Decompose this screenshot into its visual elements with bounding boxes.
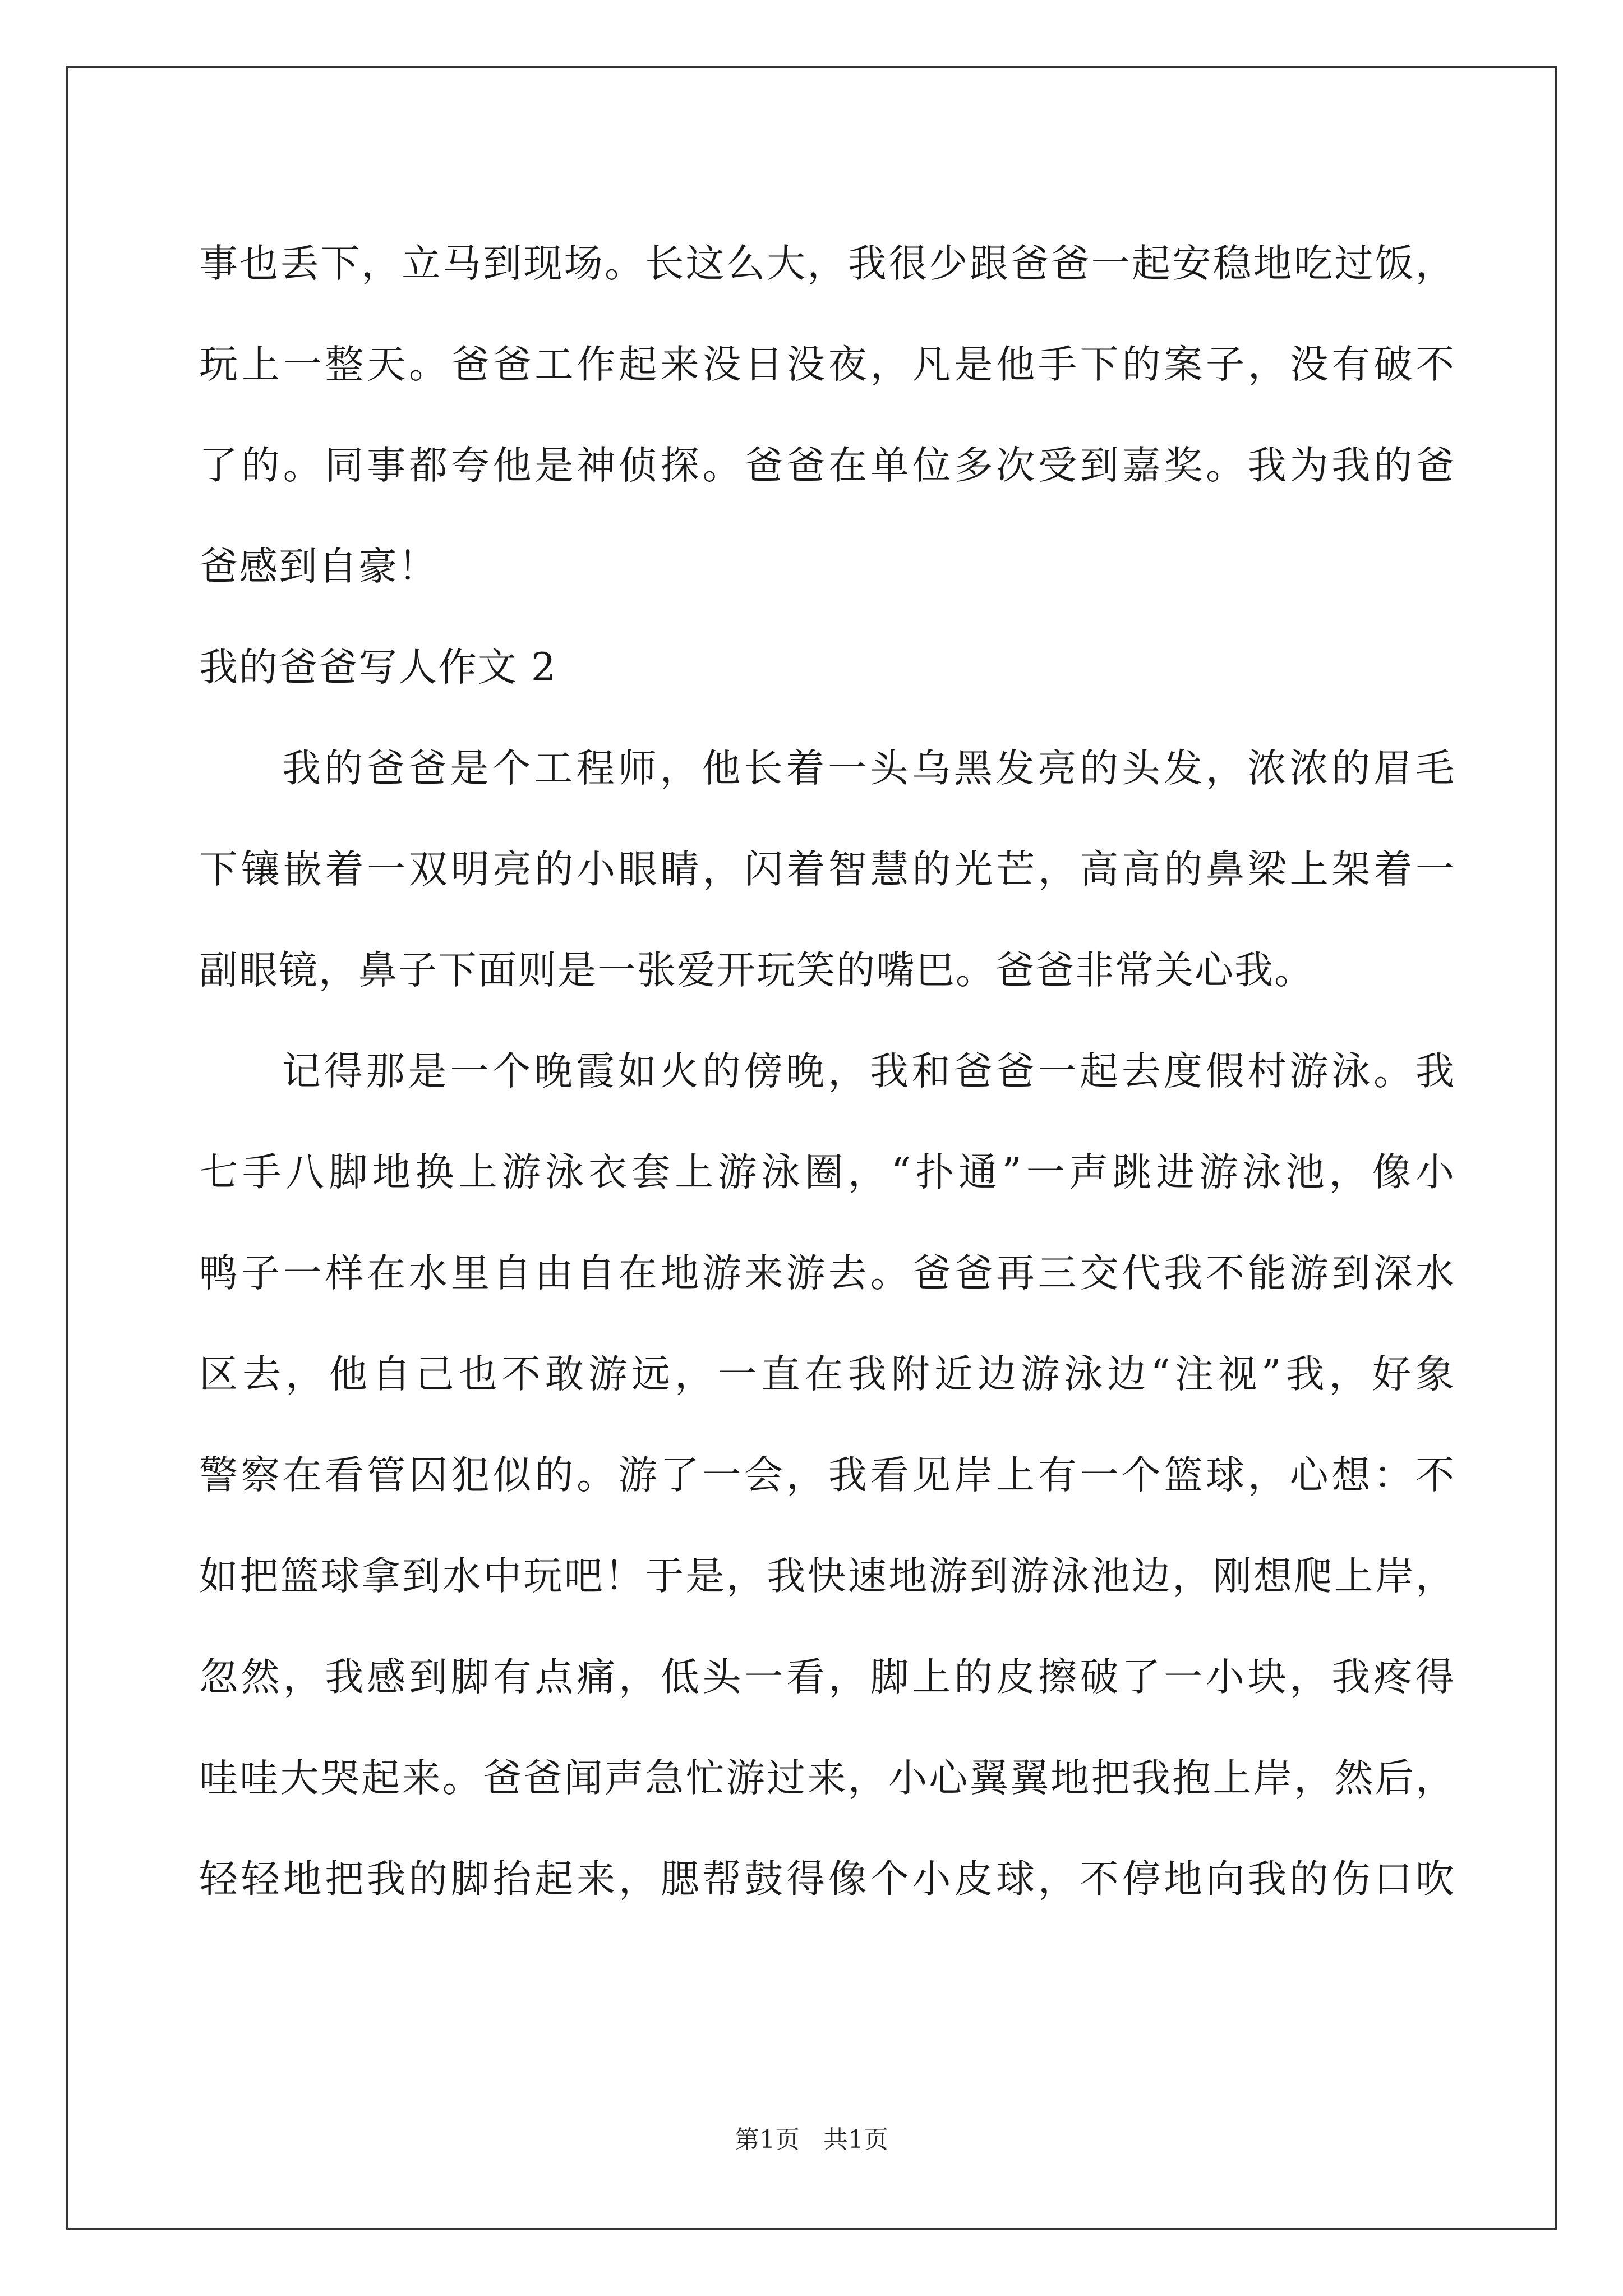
text-line: 警察在看管囚犯似的。游了一会，我看见岸上有一个篮球，心想：不 xyxy=(199,1453,1455,1498)
page-footer: 第1页 共1页 xyxy=(735,2125,888,2154)
text-line: 如把篮球拿到水中玩吧！于是，我快速地游到游泳池边，刚想爬上岸， xyxy=(199,1554,1455,1599)
text-line: 轻轻地把我的脚抬起来，腮帮鼓得像个小皮球，不停地向我的伤口吹 xyxy=(199,1857,1455,1902)
document-body xyxy=(199,213,1455,1930)
text-line: 了的。同事都夸他是神侦探。爸爸在单位多次受到嘉奖。我为我的爸 xyxy=(199,443,1455,488)
text-line: 忽然，我感到脚有点痛，低头一看，脚上的皮擦破了一小块，我疼得 xyxy=(199,1655,1455,1700)
text-line: 哇哇大哭起来。爸爸闻声急忙游过来，小心翼翼地把我抱上岸，然后， xyxy=(199,1756,1455,1801)
text-line: 我的爸爸是个工程师，他长着一头乌黑发亮的头发，浓浓的眉毛 xyxy=(282,746,1455,791)
section-heading: 我的爸爸写人作文 2 xyxy=(199,645,557,690)
text-line: 记得那是一个晚霞如火的傍晚，我和爸爸一起去度假村游泳。我 xyxy=(282,1049,1455,1094)
text-line: 玩上一整天。爸爸工作起来没日没夜，凡是他手下的案子，没有破不 xyxy=(199,342,1455,387)
text-line: 事也丢下，立马到现场。长这么大，我很少跟爸爸一起安稳地吃过饭， xyxy=(199,241,1455,286)
text-line: 副眼镜，鼻子下面则是一张爱开玩笑的嘴巴。爸爸非常关心我。 xyxy=(199,948,1314,993)
text-line: 下镶嵌着一双明亮的小眼睛，闪着智慧的光芒，高高的鼻梁上架着一 xyxy=(199,847,1455,892)
text-line: 鸭子一样在水里自由自在地游来游去。爸爸再三交代我不能游到深水 xyxy=(199,1251,1455,1296)
text-line: 区去，他自己也不敢游远，一直在我附近边游泳边“注视”我，好象 xyxy=(199,1352,1455,1397)
text-line: 七手八脚地换上游泳衣套上游泳圈，“扑通”一声跳进游泳池，像小 xyxy=(199,1150,1455,1195)
text-line: 爸感到自豪！ xyxy=(199,544,438,589)
